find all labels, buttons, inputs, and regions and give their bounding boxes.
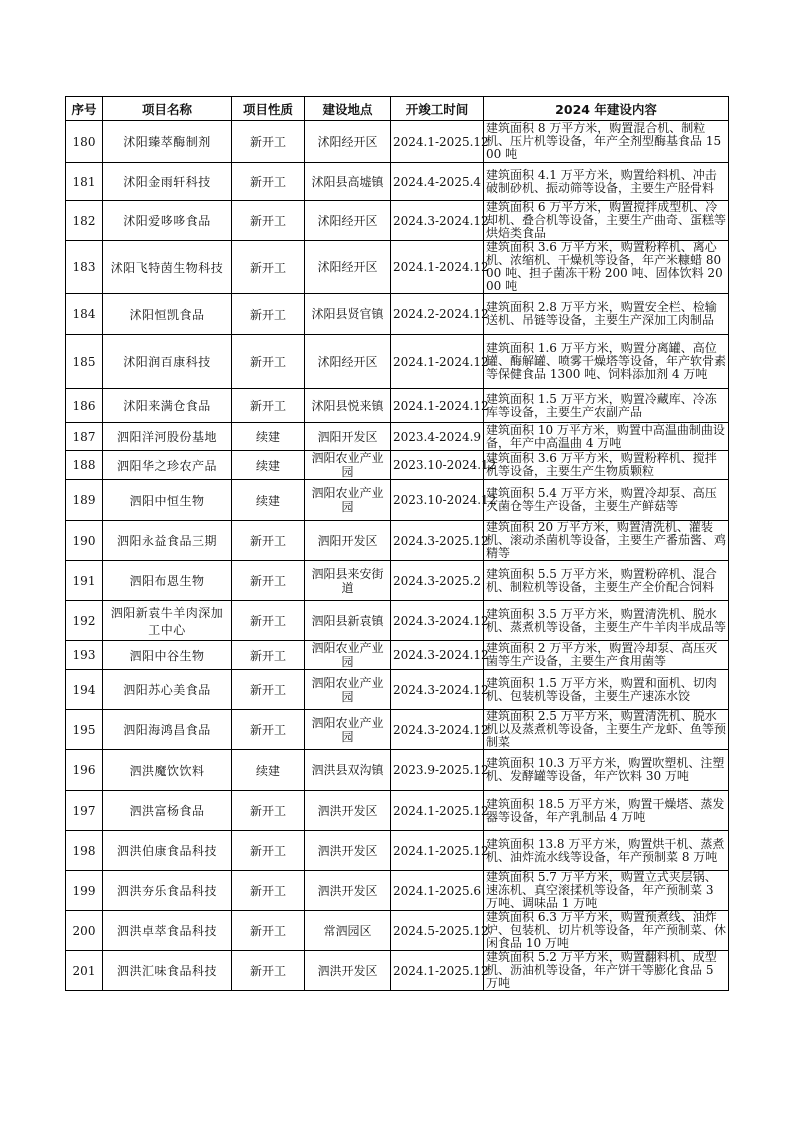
table-row (66, 951, 729, 991)
table-row (66, 601, 729, 641)
row-no: 184 (66, 294, 103, 335)
row-location: 沭阳县高墟镇 (305, 163, 391, 201)
row-project-name: 泗阳布恩生物 (103, 561, 232, 601)
row-project-name: 泗阳苏心美食品 (103, 670, 232, 710)
row-nature: 新开工 (232, 241, 305, 294)
row-project-name: 沭阳来满仓食品 (103, 389, 232, 423)
row-location: 泗洪开发区 (305, 951, 391, 991)
row-no: 188 (66, 451, 103, 480)
table-row (66, 451, 729, 480)
table-row (66, 423, 729, 451)
row-no: 186 (66, 389, 103, 423)
row-content: 建筑面积 1.5 万平方米，购置和面机、切肉机、包装机等设备，主要生产速冻水饺 (484, 670, 729, 710)
row-project-name: 泗阳海鸿昌食品 (103, 710, 232, 750)
row-period: 2024.3-2025.12 (391, 521, 484, 561)
row-period: 2024.1-2025.12 (391, 831, 484, 871)
row-project-name: 泗阳永益食品三期 (103, 521, 232, 561)
row-period: 2024.4-2025.4 (391, 163, 484, 201)
row-period: 2024.3-2025.2 (391, 561, 484, 601)
row-project-name: 沭阳爱哆哆食品 (103, 201, 232, 241)
row-location: 沭阳经开区 (305, 335, 391, 389)
row-nature: 续建 (232, 750, 305, 791)
row-nature: 新开工 (232, 335, 305, 389)
row-nature: 新开工 (232, 163, 305, 201)
row-content: 建筑面积 2.8 万平方米，购置安全栏、检输送机、吊链等设备，主要生产深加工肉制品 (484, 294, 729, 335)
row-nature: 续建 (232, 451, 305, 480)
row-period: 2024.1-2024.12 (391, 335, 484, 389)
row-content: 建筑面积 3.6 万平方米，购置粉粹机、搅拌机等设备，主要生产生物质颗粒 (484, 451, 729, 480)
row-nature: 新开工 (232, 641, 305, 670)
row-nature: 新开工 (232, 951, 305, 991)
row-content: 建筑面积 3.5 万平方米，购置清洗机、脱水机、蒸煮机等设备，主要生产牛羊肉半成品等 (484, 601, 729, 641)
row-period: 2024.1-2025.12 (391, 951, 484, 991)
row-no: 189 (66, 480, 103, 521)
row-period: 2024.1-2025.12 (391, 791, 484, 831)
row-no: 196 (66, 750, 103, 791)
row-no: 182 (66, 201, 103, 241)
row-period: 2023.10-2024.12 (391, 480, 484, 521)
row-nature: 新开工 (232, 670, 305, 710)
row-content: 建筑面积 8 万平方米，购置混合机、制粒机、压片机等设备，年产全剂型酶基食品 1500 吨 (484, 121, 729, 163)
row-project-name: 沭阳恒凯食品 (103, 294, 232, 335)
row-project-name: 泗洪夯乐食品科技 (103, 871, 232, 911)
row-location: 泗阳农业产业园 (305, 670, 391, 710)
row-period: 2024.1-2024.12 (391, 241, 484, 294)
row-no: 201 (66, 951, 103, 991)
table-row (66, 710, 729, 750)
row-period: 2024.3-2024.12 (391, 641, 484, 670)
table-row (66, 561, 729, 601)
row-period: 2024.2-2024.12 (391, 294, 484, 335)
table-header-row (66, 97, 729, 121)
row-location: 沭阳经开区 (305, 201, 391, 241)
row-nature: 新开工 (232, 389, 305, 423)
table-row (66, 521, 729, 561)
row-nature: 新开工 (232, 871, 305, 911)
row-content: 建筑面积 20 万平方米，购置清洗机、灌装机、滚动杀菌机等设备，主要生产番茄酱、鸡精等 (484, 521, 729, 561)
row-location: 泗阳开发区 (305, 521, 391, 561)
header-nature: 项目性质 (232, 97, 305, 121)
row-content: 建筑面积 5.4 万平方米，购置冷却泵、高压灭菌仓等生产设备，主要生产鲜菇等 (484, 480, 729, 521)
row-location: 泗阳开发区 (305, 423, 391, 451)
header-no: 序号 (66, 97, 103, 121)
row-period: 2024.1-2024.12 (391, 389, 484, 423)
row-location: 泗洪县双沟镇 (305, 750, 391, 791)
row-project-name: 泗阳洋河股份基地 (103, 423, 232, 451)
row-location: 泗洪开发区 (305, 831, 391, 871)
table-row (66, 670, 729, 710)
row-nature: 续建 (232, 423, 305, 451)
row-location: 泗阳县新袁镇 (305, 601, 391, 641)
row-content: 建筑面积 6.3 万平方米，购置预煮线、油炸炉、包装机、切片机等设备，年产预制菜、休闲食品 10 万吨 (484, 911, 729, 951)
table-row (66, 831, 729, 871)
row-period: 2024.3-2024.12 (391, 201, 484, 241)
table-row (66, 480, 729, 521)
row-project-name: 泗洪汇味食品科技 (103, 951, 232, 991)
row-no: 198 (66, 831, 103, 871)
row-no: 197 (66, 791, 103, 831)
row-project-name: 沭阳飞特茵生物科技 (103, 241, 232, 294)
row-location: 泗阳农业产业园 (305, 710, 391, 750)
row-content: 建筑面积 5.5 万平方米，购置粉碎机、混合机、制粒机等设备，主要生产全价配合饲料 (484, 561, 729, 601)
row-location: 泗阳县来安街道 (305, 561, 391, 601)
row-location: 沭阳经开区 (305, 241, 391, 294)
row-location: 沭阳经开区 (305, 121, 391, 163)
row-no: 185 (66, 335, 103, 389)
table-row (66, 871, 729, 911)
row-nature: 新开工 (232, 201, 305, 241)
row-period: 2024.1-2025.12 (391, 121, 484, 163)
row-period: 2023.10-2024.12 (391, 451, 484, 480)
row-project-name: 沭阳臻萃酶制剂 (103, 121, 232, 163)
row-location: 泗阳农业产业园 (305, 451, 391, 480)
row-content: 建筑面积 2.5 万平方米，购置清洗机、脱水机以及蒸煮机等设备，主要生产龙虾、鱼等预制菜 (484, 710, 729, 750)
row-project-name: 沭阳金雨轩科技 (103, 163, 232, 201)
header-content: 2024 年建设内容 (484, 97, 729, 121)
row-project-name: 泗洪卓萃食品科技 (103, 911, 232, 951)
row-nature: 新开工 (232, 601, 305, 641)
row-project-name: 泗洪伯康食品科技 (103, 831, 232, 871)
row-no: 195 (66, 710, 103, 750)
row-period: 2024.3-2024.12 (391, 601, 484, 641)
row-nature: 新开工 (232, 121, 305, 163)
row-content: 建筑面积 5.2 万平方米，购置翻料机、成型机、沥油机等设备，年产饼干等膨化食品 5 万吨 (484, 951, 729, 991)
row-no: 200 (66, 911, 103, 951)
project-table-page (65, 96, 728, 991)
row-project-name: 泗阳中恒生物 (103, 480, 232, 521)
row-no: 199 (66, 871, 103, 911)
row-nature: 新开工 (232, 294, 305, 335)
row-no: 187 (66, 423, 103, 451)
table-row (66, 201, 729, 241)
table-row (66, 121, 729, 163)
row-no: 192 (66, 601, 103, 641)
table-row (66, 791, 729, 831)
row-no: 180 (66, 121, 103, 163)
row-location: 常泗园区 (305, 911, 391, 951)
row-content: 建筑面积 6 万平方米，购置搅拌成型机、冷却机、叠合机等设备，主要生产曲奇、蛋糕等烘焙类食品 (484, 201, 729, 241)
row-nature: 新开工 (232, 911, 305, 951)
row-nature: 新开工 (232, 831, 305, 871)
row-content: 建筑面积 4.1 万平方米，购置给料机、冲击破制砂机、振动筛等设备，主要生产胫骨料 (484, 163, 729, 201)
row-nature: 新开工 (232, 791, 305, 831)
row-nature: 新开工 (232, 521, 305, 561)
table-row (66, 641, 729, 670)
row-content: 建筑面积 10.3 万平方米，购置吹塑机、注塑机、发酵罐等设备，年产饮料 30 万吨 (484, 750, 729, 791)
row-content: 建筑面积 10 万平方米，购置中高温曲制曲设备，年产中高温曲 4 万吨 (484, 423, 729, 451)
row-nature: 续建 (232, 480, 305, 521)
row-no: 193 (66, 641, 103, 670)
row-no: 194 (66, 670, 103, 710)
row-location: 沭阳县悦来镇 (305, 389, 391, 423)
table-row (66, 389, 729, 423)
row-no: 191 (66, 561, 103, 601)
table-row (66, 294, 729, 335)
row-content: 建筑面积 5.7 万平方米，购置立式夹层锅、速冻机、真空滚揉机等设备，年产预制菜 3 万吨、调味品 1 万吨 (484, 871, 729, 911)
row-location: 泗阳农业产业园 (305, 480, 391, 521)
row-project-name: 泗洪富杨食品 (103, 791, 232, 831)
project-table (65, 96, 729, 991)
row-period: 2024.3-2024.12 (391, 710, 484, 750)
table-row (66, 241, 729, 294)
row-content: 建筑面积 2 万平方米，购置冷却泵、高压灭菌等生产设备，主要生产食用菌等 (484, 641, 729, 670)
row-location: 泗洪开发区 (305, 871, 391, 911)
row-content: 建筑面积 3.6 万平方米，购置粉粹机、离心机、浓缩机、干燥机等设备，年产米糠蜡 8000 吨、担子菌冻干粉 200 吨、固体饮料 2000 吨 (484, 241, 729, 294)
row-location: 泗洪开发区 (305, 791, 391, 831)
row-project-name: 泗洪魔饮饮料 (103, 750, 232, 791)
header-period: 开竣工时间 (391, 97, 484, 121)
row-location: 泗阳农业产业园 (305, 641, 391, 670)
row-content: 建筑面积 1.5 万平方米，购置冷藏库、冷冻库等设备，主要生产农副产品 (484, 389, 729, 423)
row-period: 2024.5-2025.12 (391, 911, 484, 951)
row-no: 190 (66, 521, 103, 561)
table-row (66, 750, 729, 791)
row-period: 2023.9-2025.12 (391, 750, 484, 791)
row-nature: 新开工 (232, 710, 305, 750)
row-no: 181 (66, 163, 103, 201)
row-content: 建筑面积 13.8 万平方米，购置烘干机、蒸煮机、油炸流水线等设备，年产预制菜 8 万吨 (484, 831, 729, 871)
row-content: 建筑面积 18.5 万平方米，购置干燥塔、蒸发器等设备，年产乳制品 4 万吨 (484, 791, 729, 831)
row-period: 2023.4-2024.9 (391, 423, 484, 451)
row-no: 183 (66, 241, 103, 294)
row-project-name: 泗阳中谷生物 (103, 641, 232, 670)
row-project-name: 沭阳润百康科技 (103, 335, 232, 389)
row-project-name: 泗阳华之珍农产品 (103, 451, 232, 480)
row-nature: 新开工 (232, 561, 305, 601)
header-name: 项目名称 (103, 97, 232, 121)
table-row (66, 911, 729, 951)
row-period: 2024.1-2025.6 (391, 871, 484, 911)
table-row (66, 335, 729, 389)
row-content: 建筑面积 1.6 万平方米，购置分离罐、高位罐、酶解罐、喷雾干燥塔等设备，年产软骨素等保健食品 1300 吨、饲料添加剂 4 万吨 (484, 335, 729, 389)
row-location: 沭阳县贤官镇 (305, 294, 391, 335)
row-period: 2024.3-2024.12 (391, 670, 484, 710)
row-project-name: 泗阳新袁牛羊肉深加工中心 (103, 601, 232, 641)
table-row (66, 163, 729, 201)
header-location: 建设地点 (305, 97, 391, 121)
